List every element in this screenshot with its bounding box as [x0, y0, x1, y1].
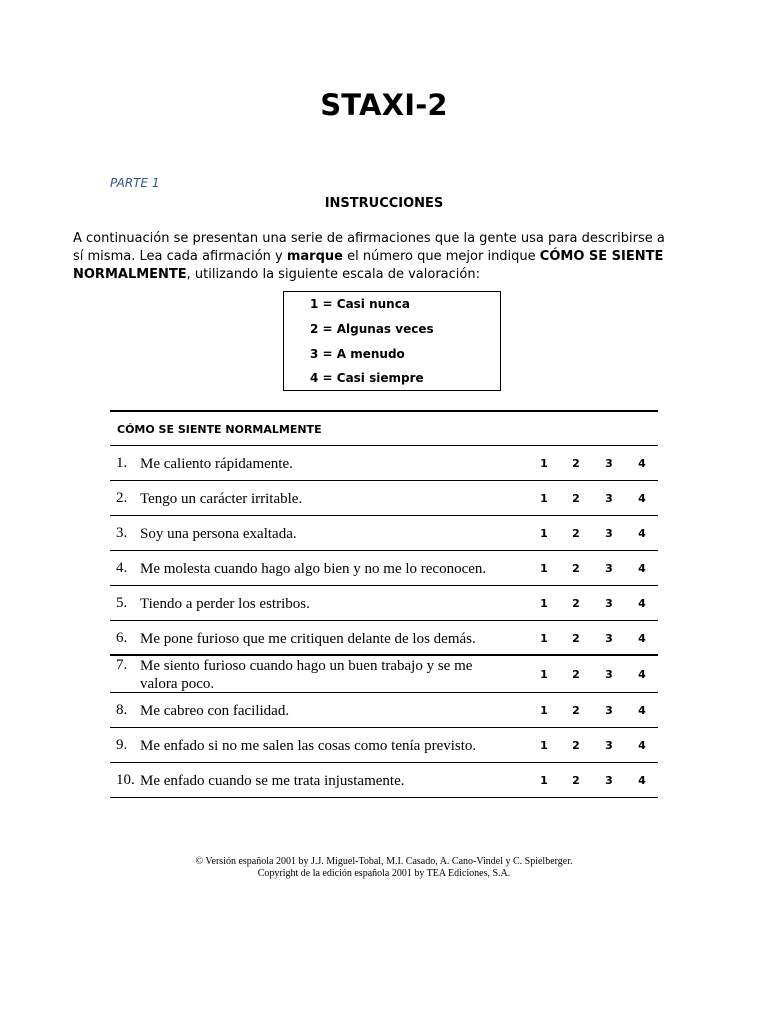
- rating-scale-box: [283, 291, 501, 391]
- table-header: [110, 412, 658, 446]
- item-text: Me cabreo con facilidad.: [140, 703, 290, 719]
- rating-option-4[interactable]: 4: [638, 457, 646, 470]
- item-text: Me pone furioso que me critiquen delante de los demás.: [140, 631, 476, 647]
- rating-option-4[interactable]: 4: [638, 668, 646, 681]
- questionnaire-table: [110, 410, 658, 798]
- item-text: Tiendo a perder los estribos.: [140, 596, 310, 612]
- item-text: Me caliento rápidamente.: [140, 456, 293, 472]
- scale-item: 3 = A menudo: [310, 347, 405, 361]
- rating-option-1[interactable]: 1: [540, 492, 548, 505]
- item-number: 5.: [116, 595, 128, 611]
- rating-option-3[interactable]: 3: [605, 492, 613, 505]
- instructions-heading: INSTRUCCIONES: [324, 196, 444, 211]
- item-number: 8.: [116, 702, 128, 718]
- item-number: 3.: [116, 525, 128, 541]
- rating-option-2[interactable]: 2: [572, 774, 580, 787]
- rating-option-4[interactable]: 4: [638, 597, 646, 610]
- instructions-emphasis-mark: marque: [286, 249, 343, 264]
- item-text: Me enfado cuando se me trata injustamente.: [140, 773, 405, 789]
- rating-option-2[interactable]: 2: [572, 704, 580, 717]
- rating-option-1[interactable]: 1: [540, 774, 548, 787]
- instructions-emphasis-how: CÓMO SE SIENTE NORMALMENTE: [73, 249, 664, 282]
- rating-option-3[interactable]: 3: [605, 632, 613, 645]
- table-row: [110, 693, 658, 728]
- instructions-text-3: , utilizando la siguiente escala de valoración:: [186, 267, 480, 282]
- item-number: 9.: [116, 737, 128, 753]
- table-row: [110, 481, 658, 516]
- rating-option-2[interactable]: 2: [572, 562, 580, 575]
- rating-option-2[interactable]: 2: [572, 632, 580, 645]
- rating-option-2[interactable]: 2: [572, 457, 580, 470]
- rating-option-4[interactable]: 4: [638, 739, 646, 752]
- rating-option-2[interactable]: 2: [572, 527, 580, 540]
- item-number: 7.: [116, 657, 128, 673]
- item-text: Me enfado si no me salen las cosas como tenía previsto.: [140, 738, 477, 754]
- table-row: [110, 656, 658, 693]
- rating-option-3[interactable]: 3: [605, 668, 613, 681]
- table-row: [110, 516, 658, 551]
- footer-line-2: Copyright de la edición española 2001 by TEA Ediciones, S.A.: [257, 868, 511, 879]
- rating-option-2[interactable]: 2: [572, 668, 580, 681]
- rating-option-3[interactable]: 3: [605, 739, 613, 752]
- rating-option-4[interactable]: 4: [638, 632, 646, 645]
- footer-line-1: © Versión española 2001 by J.J. Miguel-Tobal, M.I. Casado, A. Cano-Vindel y C. Spielberger.: [195, 856, 573, 867]
- item-number: 2.: [116, 490, 128, 506]
- rating-option-1[interactable]: 1: [540, 632, 548, 645]
- copyright-footer: [0, 856, 768, 880]
- item-text: Soy una persona exaltada.: [140, 526, 297, 542]
- rating-option-2[interactable]: 2: [572, 739, 580, 752]
- item-text: Me siento furioso cuando hago un buen trabajo y se me valora poco.: [140, 658, 473, 692]
- item-number: 1.: [116, 455, 128, 471]
- part-label: PARTE 1: [110, 176, 160, 190]
- table-row: [110, 551, 658, 586]
- scale-item: 4 = Casi siempre: [310, 371, 424, 385]
- rating-option-2[interactable]: 2: [572, 492, 580, 505]
- table-row: [110, 728, 658, 763]
- rating-option-1[interactable]: 1: [540, 704, 548, 717]
- rating-option-1[interactable]: 1: [540, 597, 548, 610]
- scale-item: 1 = Casi nunca: [310, 297, 410, 311]
- rating-option-1[interactable]: 1: [540, 562, 548, 575]
- table-row: [110, 586, 658, 621]
- rating-option-3[interactable]: 3: [605, 562, 613, 575]
- rating-option-3[interactable]: 3: [605, 457, 613, 470]
- instructions-paragraph: [73, 230, 673, 284]
- item-number: 10.: [116, 772, 135, 788]
- rating-option-4[interactable]: 4: [638, 562, 646, 575]
- rating-option-1[interactable]: 1: [540, 739, 548, 752]
- rating-option-3[interactable]: 3: [605, 704, 613, 717]
- rating-option-3[interactable]: 3: [605, 527, 613, 540]
- rating-option-3[interactable]: 3: [605, 774, 613, 787]
- scale-item: 2 = Algunas veces: [310, 322, 434, 336]
- item-text: Tengo un carácter irritable.: [140, 491, 303, 507]
- item-text: Me molesta cuando hago algo bien y no me lo reconocen.: [140, 561, 487, 577]
- rating-option-3[interactable]: 3: [605, 597, 613, 610]
- rating-option-4[interactable]: 4: [638, 527, 646, 540]
- page-title: STAXI-2: [320, 88, 448, 122]
- rating-option-4[interactable]: 4: [638, 774, 646, 787]
- item-number: 4.: [116, 560, 128, 576]
- rating-option-1[interactable]: 1: [540, 457, 548, 470]
- table-row: [110, 763, 658, 798]
- rating-option-1[interactable]: 1: [540, 527, 548, 540]
- rating-option-4[interactable]: 4: [638, 704, 646, 717]
- rating-option-1[interactable]: 1: [540, 668, 548, 681]
- table-header-label: CÓMO SE SIENTE NORMALMENTE: [117, 423, 322, 436]
- rating-option-4[interactable]: 4: [638, 492, 646, 505]
- table-row: [110, 446, 658, 481]
- instructions-text-2: el número que mejor indique: [342, 249, 540, 264]
- table-row: [110, 621, 658, 656]
- rating-option-2[interactable]: 2: [572, 597, 580, 610]
- item-number: 6.: [116, 630, 128, 646]
- instructions-text-1: A continuación se presentan una serie de afirmaciones que la gente usa para describirse a sí misma. Lea cada afirmación y: [73, 231, 665, 264]
